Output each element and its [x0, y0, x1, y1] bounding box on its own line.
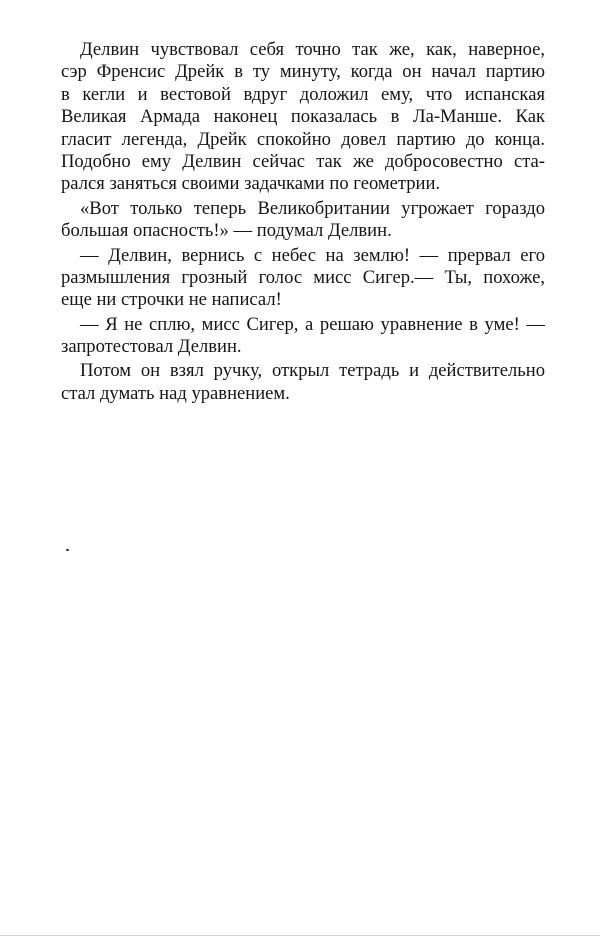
text-line: Потом он взял ручку, открыл тетрадь и действительно — [80, 360, 545, 382]
paragraph-1 — [61, 39, 545, 196]
paragraph-4 — [61, 314, 545, 359]
text-line: стал думать над уравнением. — [61, 382, 290, 404]
text-line: Делвин чувствовал себя точно так же, как, наверное, — [80, 39, 545, 60]
ink-speck — [66, 549, 69, 551]
text-line: Подобно ему Делвин сейчас так же добросовестно ста- — [61, 150, 545, 172]
text-line: большая опасность!» — подумал Делвин. — [61, 220, 392, 242]
text-line: еще ни строчки не написал! — [61, 289, 282, 311]
paragraph-3 — [61, 245, 545, 312]
text-line: в кегли и вестовой вдруг доложил ему, что испанская — [61, 83, 545, 105]
text-line: — Я не сплю, мисс Сигер, а решаю уравнение в уме! — — [80, 313, 545, 335]
text-line: размышления грозный голос мисс Сигер.— Ты, похоже, — [61, 266, 545, 288]
body-text — [61, 39, 545, 405]
text-line: сэр Френсис Дрейк в ту минуту, когда он начал партию — [61, 61, 545, 83]
text-line: «Вот только теперь Великобритании угрожает гораздо — [80, 197, 545, 219]
paragraph-2 — [61, 198, 545, 243]
text-line: гласит легенда, Дрейк спокойно довел партию до конца. — [61, 128, 545, 150]
text-line: Великая Армада наконец показалась в Ла-Манше. Как — [61, 106, 545, 128]
text-line: запротестовал Делвин. — [61, 336, 242, 358]
text-line: рался заняться своими задачками по геометрии. — [61, 173, 441, 195]
paragraph-5 — [61, 360, 545, 405]
text-line: — Делвин, вернись с небес на землю! — прервал его — [80, 244, 545, 266]
